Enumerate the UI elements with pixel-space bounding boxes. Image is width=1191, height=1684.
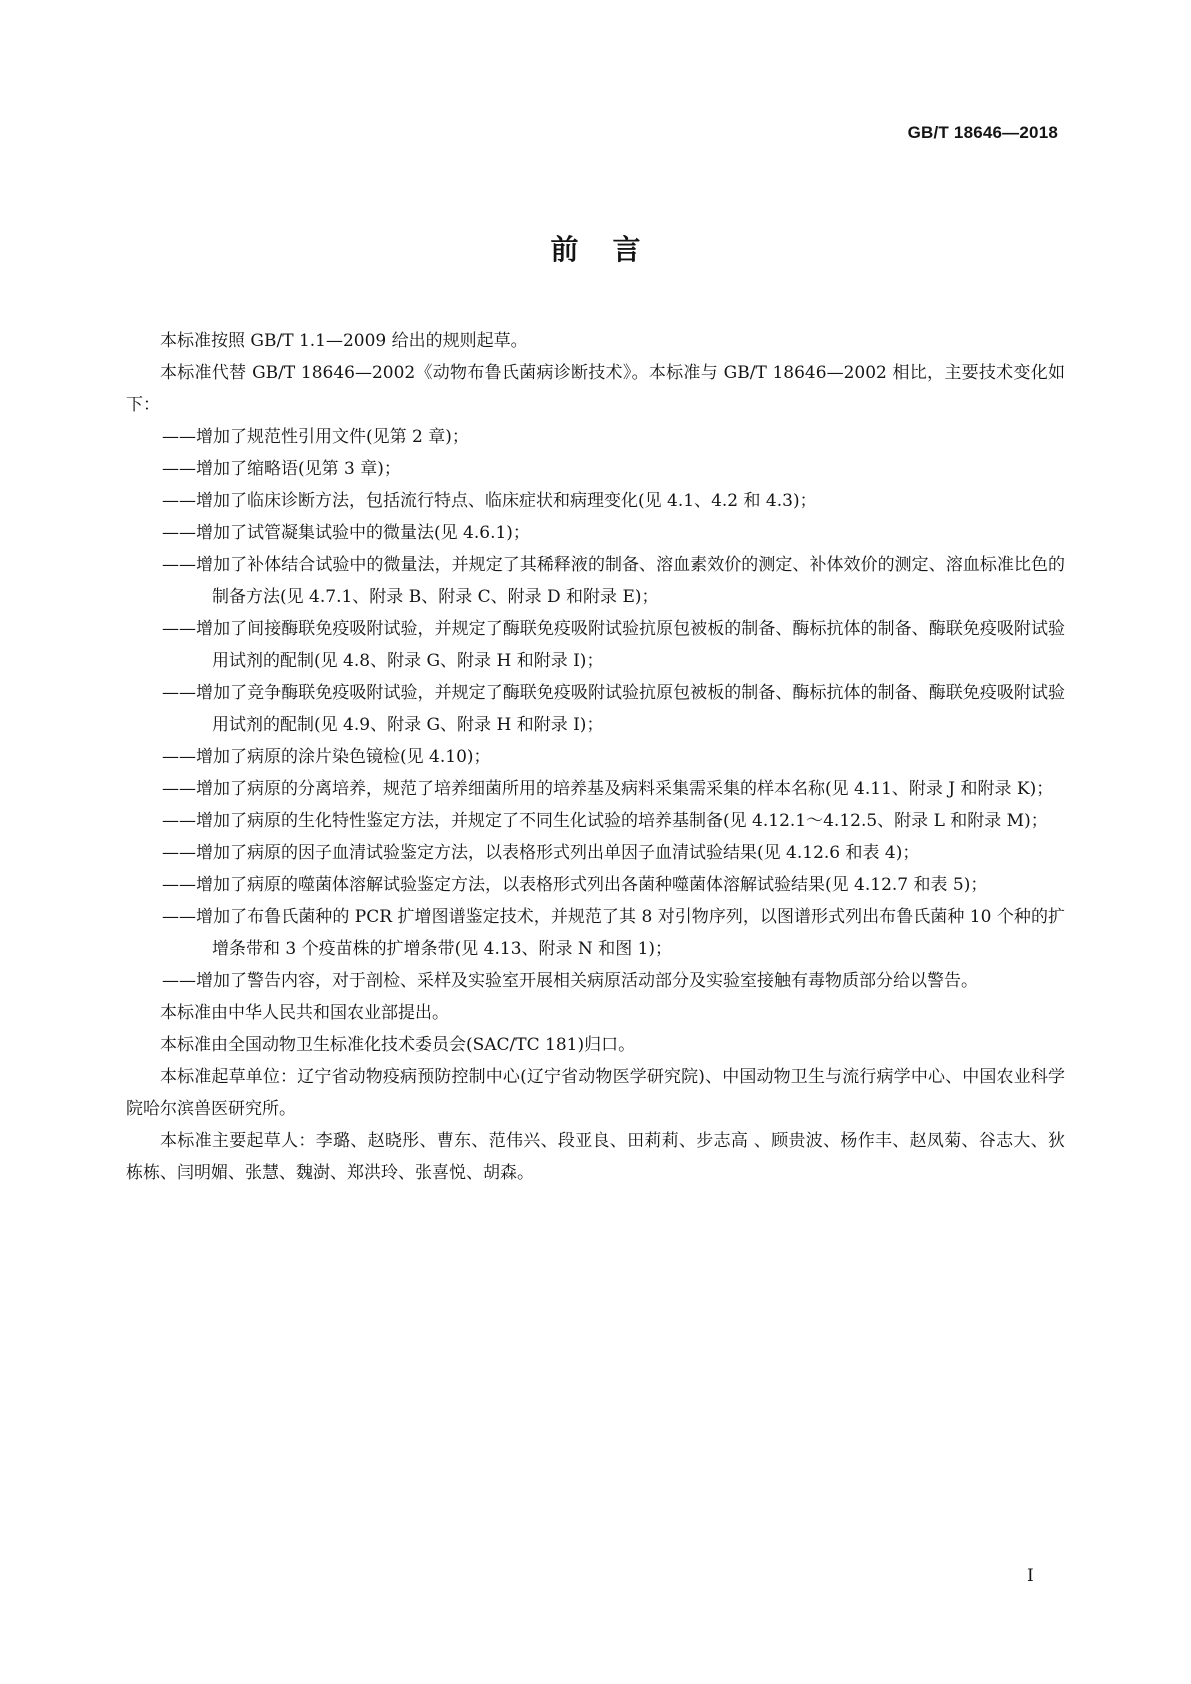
change-list-item: ——增加了病原的涂片染色镜检(见 4.10)； <box>162 747 491 767</box>
change-list-item: ——增加了临床诊断方法，包括流行特点、临床症状和病理变化(见 4.1、4.2 和 4.3)； <box>162 491 817 511</box>
closing-paragraph: 本标准主要起草人：李璐、赵晓彤、曹东、范伟兴、段亚良、田莉莉、步志高 、顾贵波、杨作丰、赵凤菊、谷志大、狄栋栋、闫明媚、张慧、魏澍、郑洪玲、张喜悦、胡森。 <box>126 1131 1065 1183</box>
page-title: 前言 <box>550 233 675 266</box>
change-list-item: ——增加了病原的因子血清试验鉴定方法，以表格形式列出单因子血清试验结果(见 4.12.6 和表 4)； <box>162 843 920 863</box>
change-list-item: ——增加了补体结合试验中的微量法，并规定了其稀释液的制备、溶血素效价的测定、补体效价的测定、溶血标准比色的制备方法(见 4.7.1、附录 B、附录 C、附录 D 和附录 E)； <box>162 555 1065 607</box>
intro-paragraph: 本标准按照 GB/T 1.1—2009 给出的规则起草。 <box>160 331 528 351</box>
change-list-item: ——增加了竞争酶联免疫吸附试验，并规定了酶联免疫吸附试验抗原包被板的制备、酶标抗体的制备、酶联免疫吸附试验用试剂的配制(见 4.9、附录 G、附录 H 和附录 I)； <box>162 683 1065 735</box>
closing-paragraph: 本标准由中华人民共和国农业部提出。 <box>160 1003 449 1023</box>
change-list-item: ——增加了缩略语(见第 3 章)； <box>162 459 401 479</box>
change-list-item: ——增加了规范性引用文件(见第 2 章)； <box>162 427 469 447</box>
change-list-item: ——增加了间接酶联免疫吸附试验，并规定了酶联免疫吸附试验抗原包被板的制备、酶标抗体的制备、酶联免疫吸附试验用试剂的配制(见 4.8、附录 G、附录 H 和附录 I)； <box>162 619 1065 671</box>
change-list-item: ——增加了警告内容，对于剖检、采样及实验室开展相关病原活动部分及实验室接触有毒物质部分给以警告。 <box>162 971 978 991</box>
page-number: I <box>1027 1566 1034 1586</box>
closing-paragraph: 本标准起草单位：辽宁省动物疫病预防控制中心(辽宁省动物医学研究院)、中国动物卫生与流行病学中心、中国农业科学院哈尔滨兽医研究所。 <box>126 1067 1065 1119</box>
change-list-item: ——增加了病原的生化特性鉴定方法，并规定了不同生化试验的培养基制备(见 4.12.1～4.12.5、附录 L 和附录 M)； <box>162 811 1048 831</box>
change-list-item: ——增加了病原的分离培养，规范了培养细菌所用的培养基及病料采集需采集的样本名称(见 4.11、附录 J 和附录 K)； <box>162 779 1054 799</box>
change-list-item: ——增加了病原的噬菌体溶解试验鉴定方法，以表格形式列出各菌种噬菌体溶解试验结果(见 4.12.7 和表 5)； <box>162 875 988 895</box>
change-list-item: ——增加了布鲁氏菌种的 PCR 扩增图谱鉴定技术，并规范了其 8 对引物序列，以图谱形式列出布鲁氏菌种 10 个种的扩增条带和 3 个疫苗株的扩增条带(见 4.13、附录 N 和图 1)； <box>162 907 1065 959</box>
standard-code: GB/T 18646—2018 <box>907 123 1058 142</box>
closing-paragraph: 本标准由全国动物卫生标准化技术委员会(SAC/TC 181)归口。 <box>160 1035 636 1055</box>
document-body <box>126 325 1065 1189</box>
change-list-item: ——增加了试管凝集试验中的微量法(见 4.6.1)； <box>162 523 530 543</box>
intro-paragraph: 本标准代替 GB/T 18646—2002《动物布鲁氏菌病诊断技术》。本标准与 GB/T 18646—2002 相比，主要技术变化如下： <box>126 363 1065 415</box>
